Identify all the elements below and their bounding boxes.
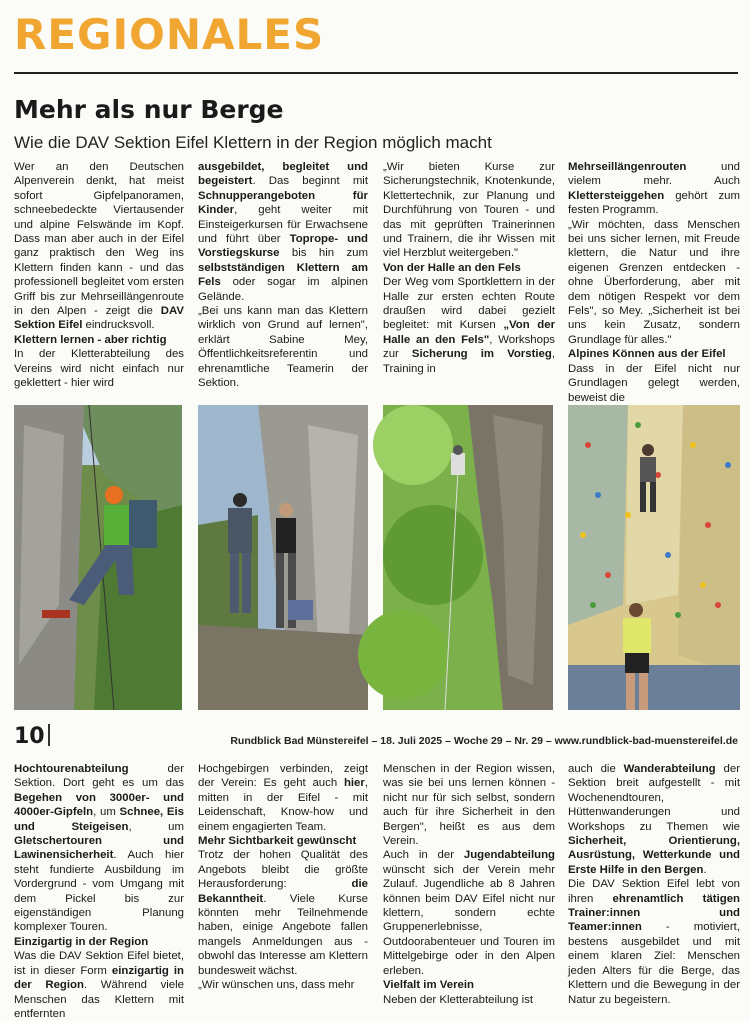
paragraph: Was die DAV Sektion Eifel bietet, ist in dieser Form einzigartig in der Region. Während viele Menschen das Klettern mit entfernten xyxy=(14,950,184,1020)
page-number-divider xyxy=(48,724,50,746)
top-column-2 xyxy=(198,160,368,396)
subheading: Einzigartig in der Region xyxy=(14,935,149,948)
top-column-4 xyxy=(568,160,740,404)
paragraph: Hochtourenabteilung der Sektion. Dort geht es um das Begehen von 3000er- und 4000er-Gipfeln, um Schnee, Eis und Steigeisen, um Gletschertouren und Lawinensicherheit. Auch hier steht fundierte Ausbildung im Vordergrund - vom Umgang mit dem Pickel bis zur eigenständigen Planung komplexer Touren. xyxy=(14,763,185,934)
header-rule xyxy=(14,72,738,74)
paragraph: Dass in der Eifel nicht nur Grundlagen gelegt werden, beweist die xyxy=(568,362,740,404)
bottom-column-2 xyxy=(198,762,368,998)
footer-publication-info: Rundblick Bad Münstereifel – 18. Juli 2025 – Woche 29 – Nr. 29 – www.rundblick-bad-muenstereifel.de xyxy=(230,735,738,747)
top-column-3 xyxy=(383,160,555,396)
paragraph: Neben der Kletterabteilung ist xyxy=(383,993,534,1006)
photo-climber-alpine-cliff xyxy=(14,405,182,710)
page-number: 10 xyxy=(14,724,45,749)
bottom-column-3 xyxy=(383,762,555,1006)
paragraph: Trotz der hohen Qualität des Angebots bleibt die größte Herausforderung: die Bekanntheit. Viele Kurse könnten mehr Teilnehmende haben, einige Angebote fallen mangels Anmeldungen aus - obwohl das Interesse am Klettern bundesweit wächst. xyxy=(198,849,368,977)
paragraph: „Wir wünschen uns, dass mehr xyxy=(198,979,355,992)
photo-climber-forest-crag xyxy=(383,405,553,710)
paragraph: ausgebildet, begleitet und begeistert. Das beginnt mit Schnupperangeboten für Kinder, geht weiter mit Einsteigerkursen für Erwachsene und führt über Toprope- und Vorstiegskurse bis hin zum selbstständigen Klettern am Fels oder sogar im alpinen Gelände. xyxy=(198,161,368,303)
paragraph: Mehrseillängenrouten und vielem mehr. Auch Klettersteiggehen gehört zum festen Programm. xyxy=(568,161,740,217)
paragraph: Menschen in der Region wissen, was sie bei uns lernen können - nicht nur für sich selbst, sondern auch für ihre Sicherheit in den Bergen", heißt es aus dem Verein. xyxy=(383,763,555,848)
photo-indoor-climbing-wall xyxy=(568,405,740,710)
subheading: Vielfalt im Verein xyxy=(383,979,474,992)
photo-climbers-rock-wall xyxy=(198,405,368,710)
top-column-1 xyxy=(14,160,184,396)
article-subheadline: Wie die DAV Sektion Eifel Klettern in der Region möglich macht xyxy=(14,133,492,152)
subheading: Mehr Sichtbarkeit gewünscht xyxy=(198,835,357,848)
paragraph: Der Weg vom Sportklettern in der Halle zur ersten echten Route draußen wird dabei gezielt begleitet: mit Kursen „Von der Halle an den Fels", Workshops zur Sicherung im Vorstieg, Training in xyxy=(383,276,555,375)
paragraph: Wer an den Deutschen Alpenverein denkt, hat meist sofort Gipfelpanoramen, schneebedeckte Viertausender und alpine Felswände im Kopf. Dass man aber auch in der Eifel ganz praktisch den Weg ins Klettern finden kann - und das professionell begleitet vom ersten Griff bis zur Mehrseillängenroute in den Alpen - zeigt die DAV Sektion Eifel eindrucksvoll. xyxy=(14,161,184,332)
paragraph: auch die Wanderabteilung der Sektion breit aufgestellt - mit Wochenendtouren, Hüttenwanderungen und Workshops zu Themen wie Sicherheit, Orientierung, Ausrüstung, Wetterkunde und Erste Hilfe in den Bergen. xyxy=(568,763,740,876)
paragraph: Auch in der Jugendabteilung wünscht sich der Verein mehr Zulauf. Jugendliche ab 8 Jahren können beim DAV Eifel nicht nur klettern, sondern echte Gruppenerlebnisse, Outdoorabenteuer und Touren im Mittelgebirge oder in den Alpen erleben. xyxy=(383,849,555,977)
paragraph: Die DAV Sektion Eifel lebt von ihren ehrenamtlich tätigen Trainer:innen und Teamer:innen - motiviert, bestens ausgebildet und mit einem klaren Ziel: Menschen jeden Alters für die Berge, das Klettern und die Bewegung in der Natur zu begeistern. xyxy=(568,878,740,1006)
bottom-column-1 xyxy=(14,762,185,1020)
bottom-column-4 xyxy=(568,762,740,1006)
paragraph: In der Kletterabteilung des Vereins wird nicht einfach nur geklettert - hier wird xyxy=(14,348,184,390)
subheading: Von der Halle an den Fels xyxy=(383,261,521,274)
article-headline: Mehr als nur Berge xyxy=(14,95,284,124)
paragraph: „Wir möchten, dass Menschen bei uns sicher lernen, mit Freude klettern, die Natur und ihre eigenen Grenzen entdecken - ohne Überforderung, aber mit dem nötigen Respekt vor dem Fels", so Mey. „Sicherheit ist bei uns kein Zusatz, sondern Grundlage für alles." xyxy=(568,218,740,346)
subheading: Alpines Können aus der Eifel xyxy=(568,348,726,361)
subheading: Klettern lernen - aber richtig xyxy=(14,333,167,346)
paragraph: „Bei uns kann man das Klettern wirklich von Grund auf lernen", erklärt Sabine Mey, Öffentlichkeitsreferentin und ehrenamtliche Teamerin der Sektion. xyxy=(198,305,368,390)
paragraph: „Wir bieten Kurse zur Sicherungstechnik, Knotenkunde, Klettertechnik, zur Planung und Durchführung von Touren - und das mit geprüften Trainerinnen und Trainern, die ihr Wissen mit viel Herzblut weitergeben." xyxy=(383,161,555,260)
paragraph: Hochgebirgen verbinden, zeigt der Verein: Es geht auch hier, mitten in der Eifel - mit Leidenschaft, Know-how und einem engagierten Team. xyxy=(198,763,368,833)
section-title: REGIONALES xyxy=(14,10,325,59)
